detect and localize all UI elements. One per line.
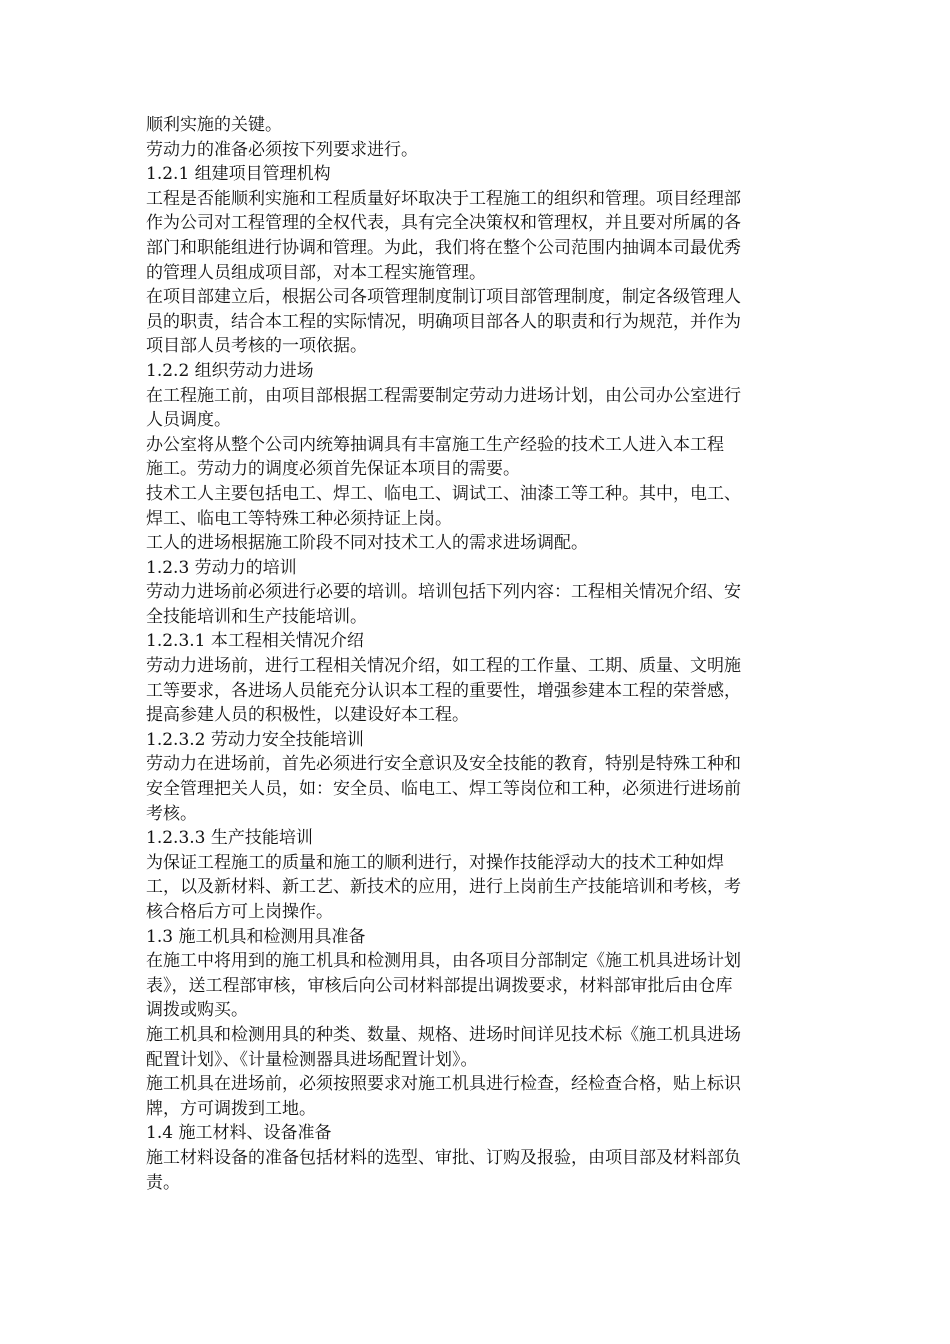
text-line: 表》，送工程部审核，审核后向公司材料部提出调拨要求，材料部审批后由仓库 <box>146 975 733 996</box>
text-line: 在项目部建立后，根据公司各项管理制度制订项目部管理制度，制定各级管理人 <box>146 287 741 308</box>
document-page <box>146 113 810 1195</box>
text-line: 劳动力的准备必须按下列要求进行。 <box>146 139 418 160</box>
text-line: 施工机具在进场前，必须按照要求对施工机具进行检查，经检查合格，贴上标识 <box>146 1074 741 1095</box>
text-line: 技术工人主要包括电工、焊工、临电工、调试工、油漆工等工种。其中，电工、 <box>146 483 741 504</box>
text-line: 项目部人员考核的一项依据。 <box>146 336 367 357</box>
text-line: 责。 <box>146 1172 180 1193</box>
text-line: 考核。 <box>146 803 197 824</box>
text-line: 人员调度。 <box>146 410 231 431</box>
text-line: 施工材料设备的准备包括材料的选型、审批、订购及报验，由项目部及材料部负 <box>146 1147 741 1168</box>
text-line: 施工。劳动力的调度必须首先保证本项目的需要。 <box>146 459 520 480</box>
text-line: 劳动力进场前，进行工程相关情况介绍，如工程的工作量、工期、质量、文明施 <box>146 656 741 677</box>
text-line: 焊工、临电工等特殊工种必须持证上岗。 <box>146 508 452 529</box>
text-line: 工程是否能顺利实施和工程质量好坏取决于工程施工的组织和管理。项目经理部 <box>146 188 741 209</box>
section-heading: 1.2.1 组建项目管理机构 <box>146 164 331 185</box>
text-line: 工人的进场根据施工阶段不同对技术工人的需求进场调配。 <box>146 533 588 554</box>
section-heading: 1.2.3.2 劳动力安全技能培训 <box>146 729 364 750</box>
text-line: 办公室将从整个公司内统筹抽调具有丰富施工生产经验的技术工人进入本工程 <box>146 434 724 455</box>
text-line: 的管理人员组成项目部，对本工程实施管理。 <box>146 262 486 283</box>
text-line: 牌，方可调拨到工地。 <box>146 1098 316 1119</box>
text-line: 在工程施工前，由项目部根据工程需要制定劳动力进场计划，由公司办公室进行 <box>146 385 741 406</box>
text-line: 作为公司对工程管理的全权代表，具有完全决策权和管理权，并且要对所属的各 <box>146 213 741 234</box>
section-heading: 1.3 施工机具和检测用具准备 <box>146 926 366 947</box>
text-line: 员的职责，结合本工程的实际情况，明确项目部各人的职责和行为规范，并作为 <box>146 311 741 332</box>
section-heading: 1.4 施工材料、设备准备 <box>146 1123 332 1144</box>
text-line: 工，以及新材料、新工艺、新技术的应用，进行上岗前生产技能培训和考核，考 <box>146 877 741 898</box>
text-line: 全技能培训和生产技能培训。 <box>146 606 367 627</box>
text-line: 劳动力在进场前，首先必须进行安全意识及安全技能的教育，特别是特殊工种和 <box>146 754 741 775</box>
text-line: 配置计划》、《计量检测器具进场配置计划》。 <box>146 1049 478 1070</box>
section-heading: 1.2.3.1 本工程相关情况介绍 <box>146 631 364 652</box>
text-line: 提高参建人员的积极性，以建设好本工程。 <box>146 705 469 726</box>
text-line: 部门和职能组进行协调和管理。为此，我们将在整个公司范围内抽调本司最优秀 <box>146 237 741 258</box>
text-line: 劳动力进场前必须进行必要的培训。培训包括下列内容：工程相关情况介绍、安 <box>146 582 741 603</box>
text-line: 顺利实施的关键。 <box>146 115 282 135</box>
section-heading: 1.2.3 劳动力的培训 <box>146 557 297 578</box>
text-line: 为保证工程施工的质量和施工的顺利进行，对操作技能浮动大的技术工种如焊 <box>146 852 724 873</box>
text-line: 调拨或购买。 <box>146 1000 248 1021</box>
text-line: 在施工中将用到的施工机具和检测用具，由各项目分部制定《施工机具进场计划 <box>146 951 741 972</box>
section-heading: 1.2.2 组织劳动力进场 <box>146 360 314 381</box>
text-line: 核合格后方可上岗操作。 <box>146 902 333 922</box>
text-line: 工等要求，各进场人员能充分认识本工程的重要性，增强参建本工程的荣誉感， <box>146 680 741 701</box>
text-line: 施工机具和检测用具的种类、数量、规格、进场时间详见技术标《施工机具进场 <box>146 1024 741 1045</box>
text-line: 安全管理把关人员，如：安全员、临电工、焊工等岗位和工种，必须进行进场前 <box>146 779 741 800</box>
section-heading: 1.2.3.3 生产技能培训 <box>146 828 313 849</box>
